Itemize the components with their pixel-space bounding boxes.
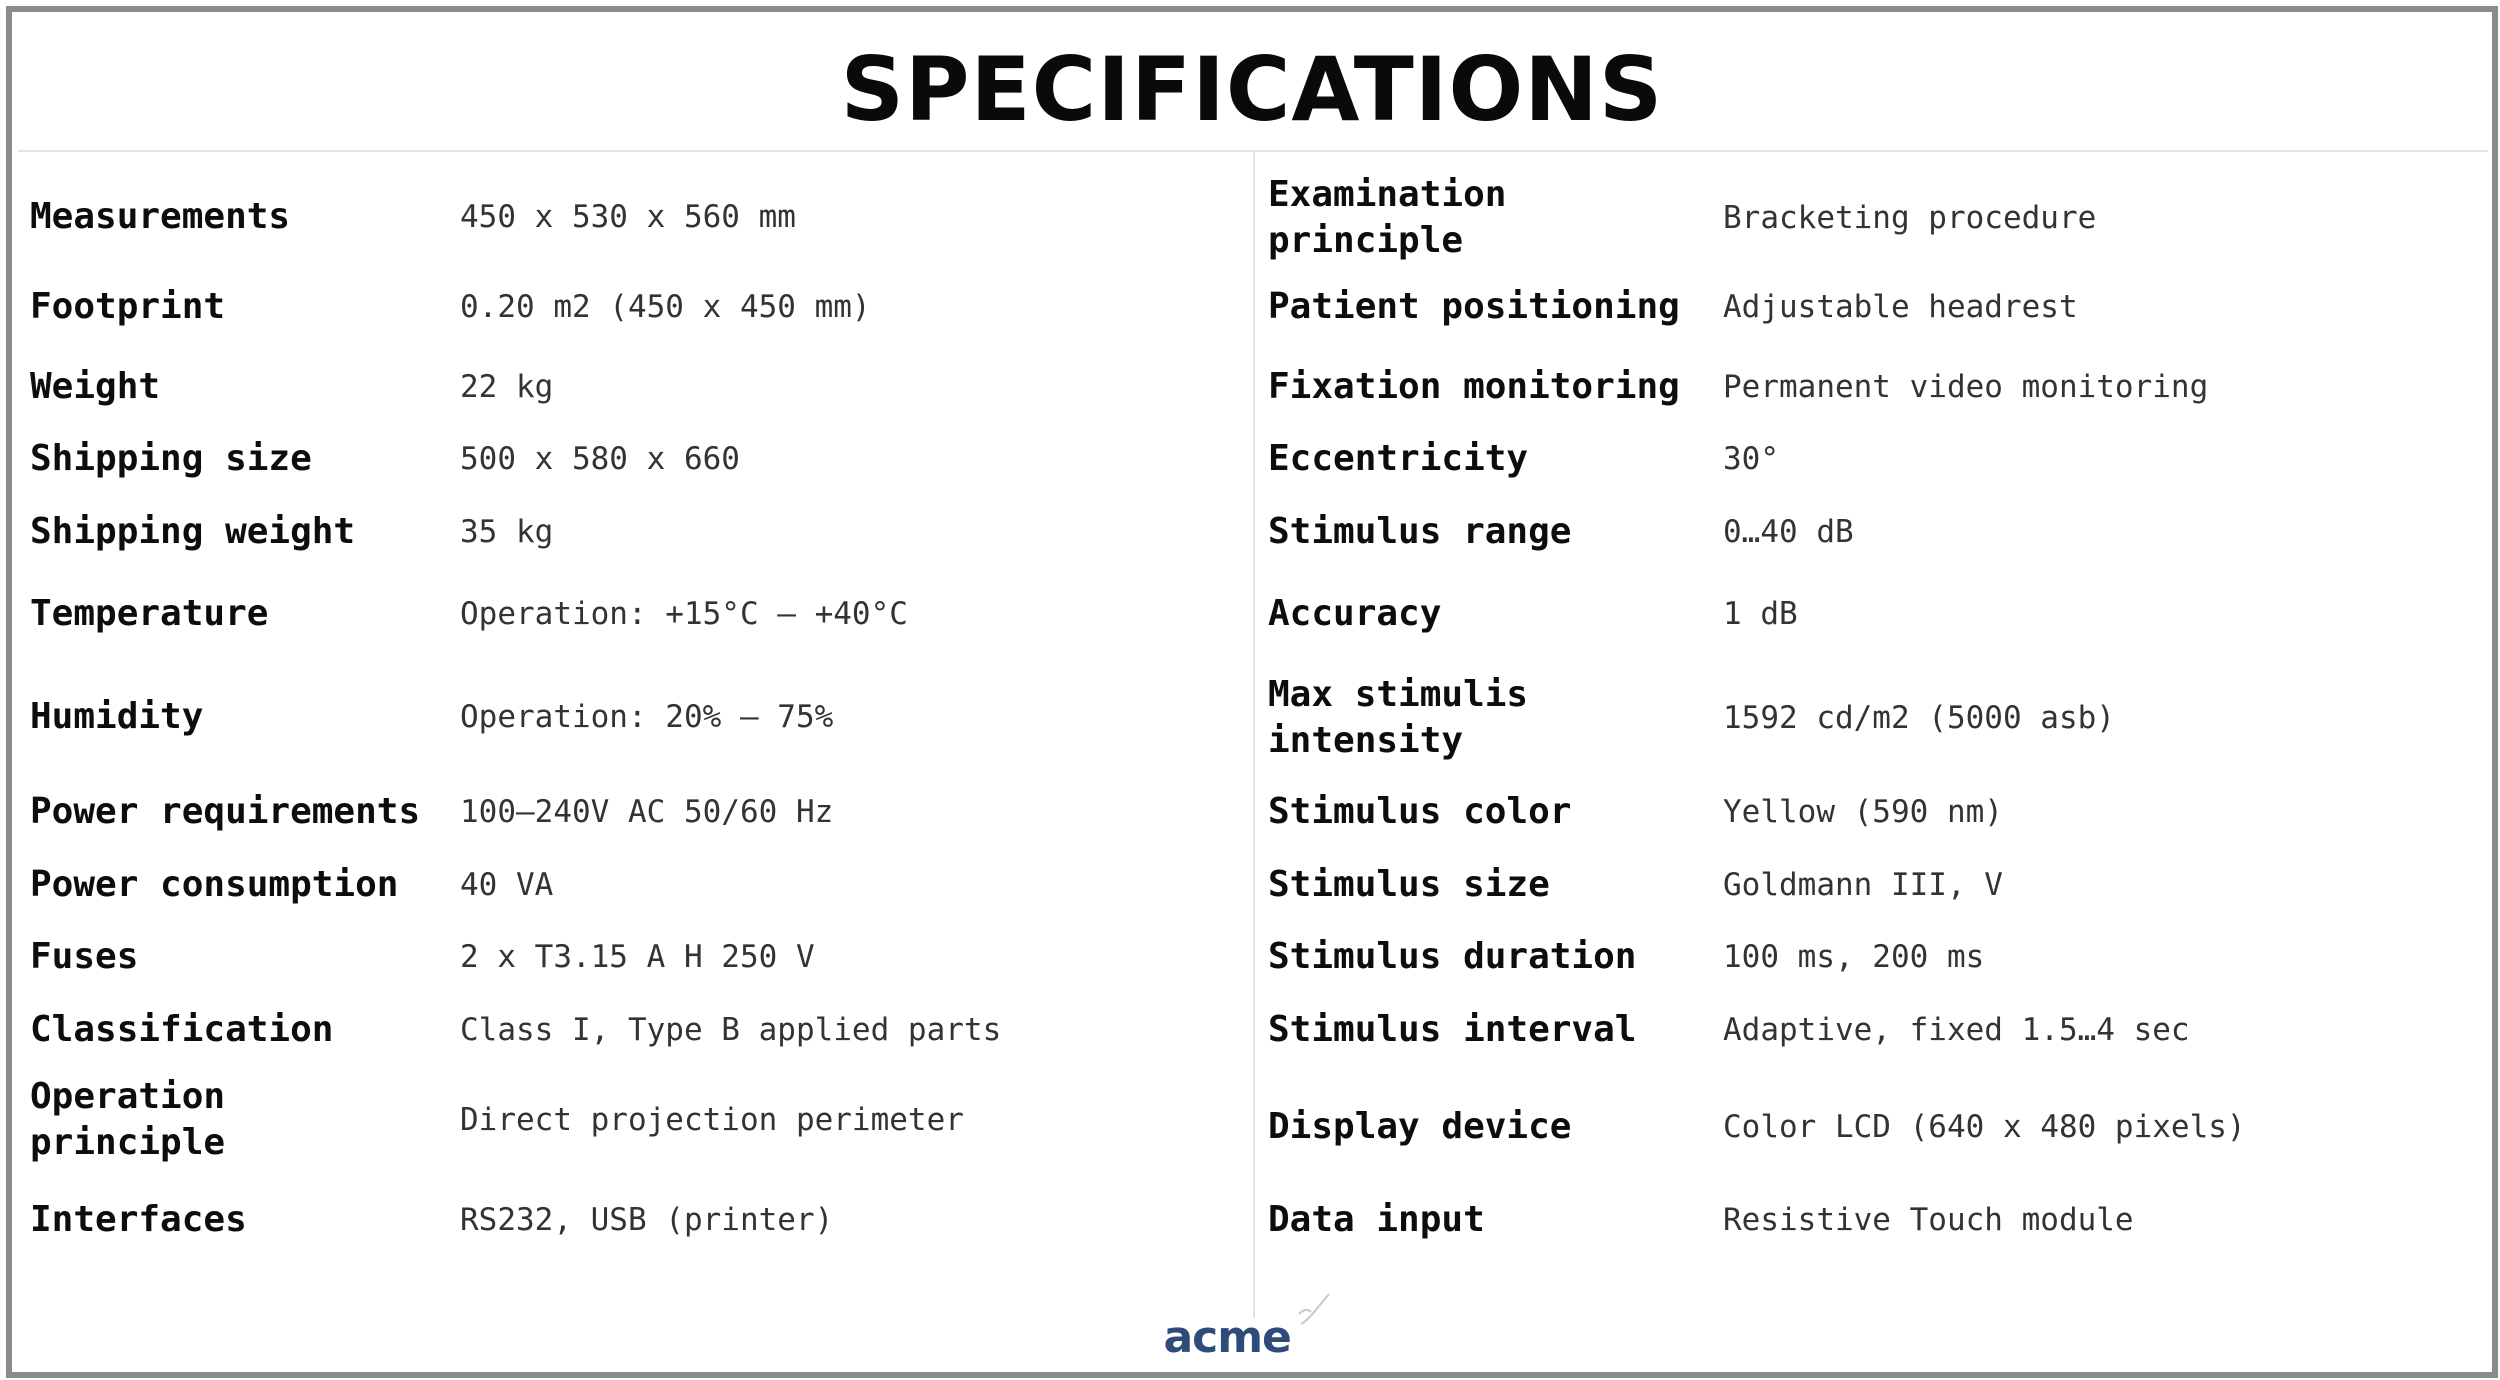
spec-row-measurements [30, 182, 796, 252]
spec-sheet [6, 6, 2498, 1378]
spec-value: Operation: 20% – 75% [460, 699, 834, 735]
spec-row-humidity [30, 692, 833, 742]
spec-value: Adjustable headrest [1723, 289, 2078, 325]
spec-value: Yellow (590 nm) [1723, 794, 2003, 830]
spec-row-classification [30, 1005, 1001, 1055]
spec-label: Fuses [30, 936, 139, 977]
spec-label: Fixation monitoring [1268, 366, 1680, 407]
spec-value: 2 x T3.15 A H 250 V [460, 939, 815, 975]
column-divider [1253, 152, 1255, 1318]
spec-row-display-device [1268, 1077, 2246, 1177]
spec-label: Humidity [30, 696, 204, 737]
spec-row-stimulus-color [1268, 787, 2003, 837]
spec-value: Color LCD (640 x 480 pixels) [1723, 1109, 2246, 1145]
spec-label: Patient positioning [1268, 286, 1680, 327]
spec-row-eccentricity [1268, 434, 1779, 484]
spec-label: Display device [1268, 1106, 1572, 1147]
spec-row-stimulus-range [1268, 507, 1854, 557]
spec-row-stimulus-size [1268, 860, 2003, 910]
spec-value: Goldmann III, V [1723, 867, 2003, 903]
spec-row-accuracy [1268, 589, 1798, 639]
spec-row-fixation-monitoring [1268, 362, 2208, 412]
spec-label: Footprint [30, 286, 226, 327]
spec-row-max-stimulus-intensity [1268, 668, 2115, 768]
spec-label: Stimulus size [1268, 864, 1550, 905]
spec-label: Shipping size [30, 438, 312, 479]
spec-row-power-consumption [30, 860, 553, 910]
spec-label: Accuracy [1268, 593, 1442, 634]
spec-row-shipping-weight [30, 507, 553, 557]
spec-label: Classification [30, 1009, 334, 1050]
spec-row-operation-principle [30, 1070, 964, 1170]
spec-label: Stimulus interval [1268, 1009, 1637, 1050]
spec-value: Permanent video monitoring [1723, 369, 2209, 405]
spec-value: RS232, USB (printer) [460, 1202, 834, 1238]
spec-label: Measurements [30, 196, 291, 237]
spec-value: 500 x 580 x 660 [460, 441, 740, 477]
spec-value: Direct projection perimeter [460, 1102, 964, 1138]
spec-row-weight [30, 362, 553, 412]
spec-value: 100–240V AC 50/60 Hz [460, 794, 834, 830]
spec-label: Examination principle [1268, 174, 1507, 261]
spec-value: Adaptive, fixed 1.5…4 sec [1723, 1012, 2190, 1048]
spec-value: 30° [1723, 441, 1779, 477]
spec-value: 100 ms, 200 ms [1723, 939, 1985, 975]
spec-label: Data input [1268, 1199, 1485, 1240]
spec-label: Interfaces [30, 1199, 247, 1240]
spec-value: 1 dB [1723, 596, 1798, 632]
spec-row-stimulus-duration [1268, 932, 1984, 982]
spec-label: Temperature [30, 593, 269, 634]
spec-row-data-input [1268, 1195, 2134, 1245]
spec-value: 40 VA [460, 867, 554, 903]
page-title: SPECIFICATIONS [840, 38, 1664, 141]
spec-row-patient-positioning [1268, 282, 2078, 332]
spec-value: Operation: +15°C – +40°C [460, 596, 908, 632]
spec-value: 35 kg [460, 514, 554, 550]
spec-value: 0…40 dB [1723, 514, 1854, 550]
spec-value: 1592 cd/m2 (5000 asb) [1723, 700, 2115, 736]
spec-label: Power requirements [30, 791, 421, 832]
spec-row-stimulus-interval [1268, 1005, 2190, 1055]
logo-wordmark: acme [1163, 1312, 1291, 1363]
spec-label: Stimulus range [1268, 511, 1572, 552]
spec-row-power-requirements [30, 787, 833, 837]
brand-logo [12, 1312, 2492, 1363]
spec-label: Stimulus color [1268, 791, 1572, 832]
spec-value: 0.20 m2 (450 x 450 mm) [460, 289, 871, 325]
spec-row-footprint [30, 282, 871, 332]
spec-value: Class I, Type B applied parts [460, 1012, 1002, 1048]
spec-label: Power consumption [30, 864, 399, 905]
spec-value: 22 kg [460, 369, 554, 405]
spec-row-shipping-size [30, 434, 740, 484]
spec-label: Shipping weight [30, 511, 356, 552]
spec-value: Resistive Touch module [1723, 1202, 2134, 1238]
spec-label: Stimulus duration [1268, 936, 1637, 977]
spec-label: Weight [30, 366, 161, 407]
spec-value: 450 x 530 x 560 mm [460, 199, 796, 235]
spec-row-temperature [30, 589, 908, 639]
spec-label: Max stimulis intensity [1268, 674, 1529, 761]
logo-swash-icon [1295, 1290, 1335, 1330]
spec-row-interfaces [30, 1195, 833, 1245]
spec-label: Operation principle [30, 1076, 226, 1163]
spec-row-fuses [30, 932, 815, 982]
spec-row-examination-principle [1268, 168, 2096, 268]
spec-value: Bracketing procedure [1723, 200, 2097, 236]
spec-label: Eccentricity [1268, 438, 1529, 479]
